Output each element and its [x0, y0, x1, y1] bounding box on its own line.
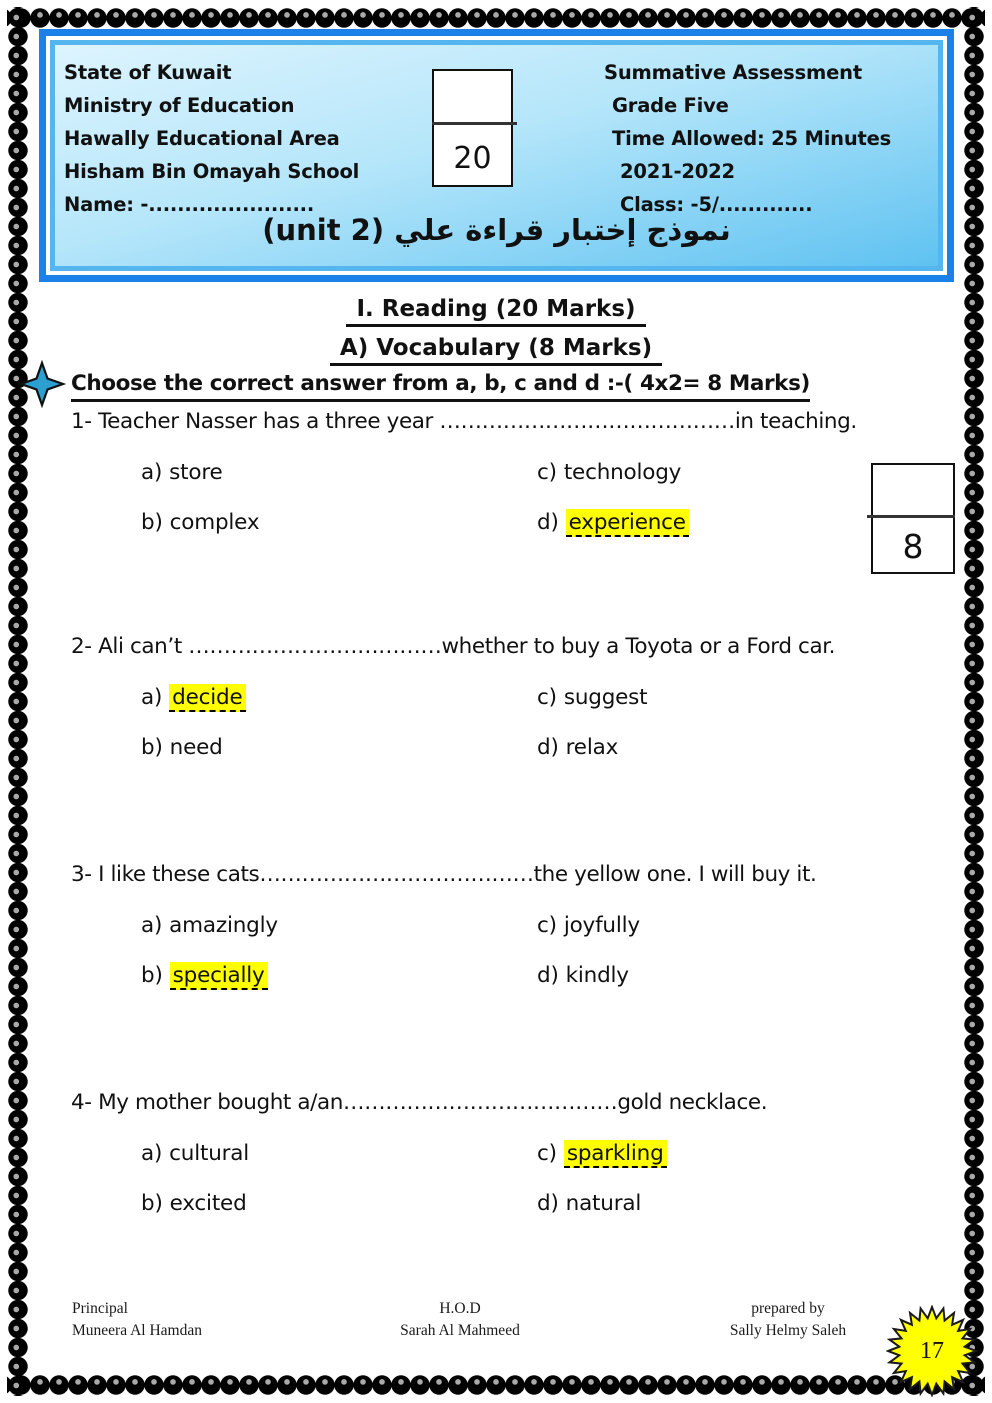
total-score-value: 20 [453, 140, 492, 176]
year-line: 2021-2022 [620, 160, 735, 183]
question-2-stem: 2- Ali can’t ………………………………whether to buy a Toyota or a Ford car. [71, 634, 836, 659]
arabic-exam-title: نموذج إختبار قراءة علي (unit 2) [262, 213, 731, 247]
name-line: Name: -....................... [64, 193, 315, 216]
question-1-option-a: a) store [141, 460, 223, 485]
question-1-option-b: b) complex [141, 510, 260, 535]
border-beads-top [7, 7, 985, 29]
instruction-line: Choose the correct answer from a, b, c and d :-( 4x2= 8 Marks) [71, 371, 810, 402]
score-box-divider [432, 122, 517, 125]
footer-principal [72, 1298, 202, 1342]
reading-section-title: I. Reading (20 Marks) [0, 296, 992, 327]
header-left-column [64, 56, 359, 221]
question-4 [71, 1090, 941, 1216]
grade-line: Grade Five [612, 94, 729, 117]
question-1-option-c: c) technology [537, 460, 682, 485]
highlighted-answer: experience [566, 509, 689, 537]
header-right-column [604, 56, 891, 221]
principal-role: Principal [72, 1300, 128, 1317]
question-2-option-a: a) decide [71, 685, 537, 710]
header-box [39, 29, 954, 282]
vocabulary-score-box [871, 463, 955, 574]
question-2 [71, 634, 941, 760]
question-3 [71, 862, 941, 988]
border-beads-bottom [7, 1374, 985, 1396]
question-1-options [71, 460, 941, 535]
hod-role: H.O.D [439, 1300, 481, 1317]
sparkle-star-icon [18, 360, 66, 408]
highlighted-answer: specially [170, 962, 268, 990]
prepared-by-role: prepared by [751, 1300, 825, 1317]
footer-prepared-by [703, 1298, 873, 1342]
question-1-option-d: d) experience [537, 510, 941, 535]
vocabulary-section-title: A) Vocabulary (8 Marks) [0, 335, 992, 366]
question-3-option-d: d) kindly [537, 963, 629, 988]
ministry-line: Ministry of Education [64, 94, 295, 117]
question-2-option-b: b) need [141, 735, 223, 760]
state-line: State of Kuwait [64, 61, 232, 84]
page-number-starburst [886, 1305, 978, 1397]
question-2-options [71, 685, 941, 760]
question-4-option-d: d) natural [537, 1191, 642, 1216]
question-3-option-c: c) joyfully [537, 913, 640, 938]
assessment-line: Summative Assessment [604, 61, 862, 84]
question-2-option-d: d) relax [537, 735, 619, 760]
question-4-option-b: b) excited [141, 1191, 247, 1216]
question-4-stem: 4- My mother bought a/an…………………………………gold necklace. [71, 1090, 768, 1115]
question-3-options [71, 913, 941, 988]
score-box-divider [867, 515, 955, 518]
class-line: Class: -5/............. [620, 193, 813, 216]
border-beads-right [963, 7, 985, 1396]
prepared-by-name: Sally Helmy Saleh [729, 1322, 847, 1339]
school-line: Hisham Bin Omayah School [64, 160, 360, 183]
total-score-box [432, 69, 513, 187]
vocabulary-score-value: 8 [902, 527, 924, 566]
principal-name: Muneera Al Hamdan [72, 1322, 202, 1339]
question-4-option-a: a) cultural [141, 1141, 250, 1166]
question-4-options [71, 1141, 941, 1216]
question-3-stem: 3- I like these cats…………………………………the yellow one. I will buy it. [71, 862, 817, 887]
area-line: Hawally Educational Area [64, 127, 340, 150]
question-4-option-c: c) sparkling [537, 1141, 941, 1166]
question-1 [71, 409, 941, 535]
question-1-stem: 1- Teacher Nasser has a three year ……………………………………in teaching. [71, 409, 857, 434]
hod-name: Sarah Al Mahmeed [400, 1322, 520, 1339]
footer-hod [360, 1298, 560, 1342]
highlighted-answer: decide [169, 684, 245, 712]
question-2-option-c: c) suggest [537, 685, 648, 710]
question-3-option-b: b) specially [71, 963, 537, 988]
time-line: Time Allowed: 25 Minutes [612, 127, 892, 150]
page-number: 17 [920, 1338, 944, 1364]
question-3-option-a: a) amazingly [141, 913, 278, 938]
highlighted-answer: sparkling [564, 1140, 667, 1168]
border-beads-left [7, 7, 29, 1396]
